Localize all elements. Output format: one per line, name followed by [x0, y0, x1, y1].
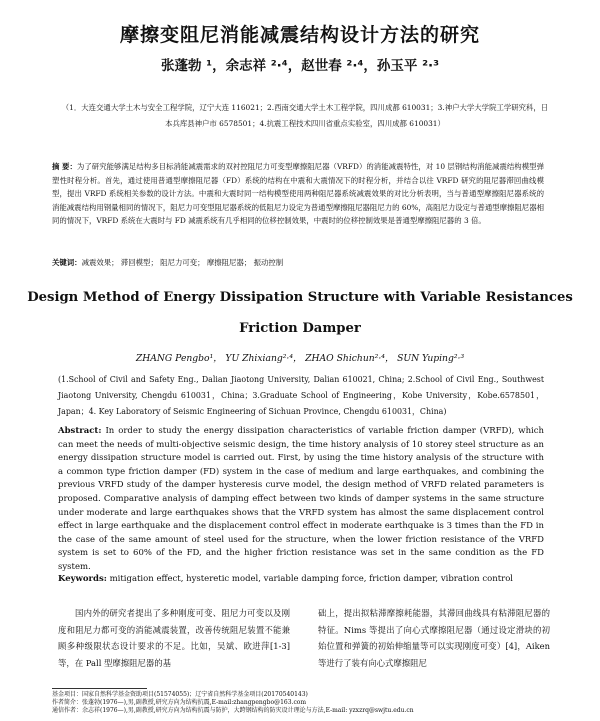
- cn-keywords: [52, 256, 544, 269]
- footnotes: [52, 691, 552, 715]
- en-authors: ZHANG Pengbo¹， YU Zhixiang²·⁴， ZHAO Shichun²·⁴， SUN Yuping²·³: [135, 353, 465, 364]
- en-title-line2: Friction Damper: [239, 321, 361, 336]
- en-keywords-label: Keywords:: [58, 574, 107, 584]
- footnote-corresponding: 通信作者：余志祥(1976—),男,副教授,研究方向为结构抗震与防护，大跨钢结构的防灾设计理论与方法,E-mail: yzxzrq@swjtu.edu.cn: [52, 707, 414, 714]
- cn-abstract: [52, 160, 544, 228]
- body-right-column: 础上，提出拟粘滞摩擦耗能器，其滞回曲线具有粘滞阻尼器的特征。Nims 等提出了向心式摩擦阻尼器（通过设定滑块的初始位置和弹簧的初始伸缩量等可以实现刚度可变）[4]，Aiken 等进行了装有向心式摩擦阻尼: [318, 608, 550, 668]
- cn-authors: 张蓬勃 ¹，余志祥 ²·⁴，赵世春 ²·⁴，孙玉平 ²·³: [160, 58, 440, 74]
- footnote-author-bio: 作者简介：张蓬勃(1976—),男,副教授,研究方向为结构抗震,E-mail:zhangpengbo@163.com: [52, 699, 307, 706]
- cn-keywords-label: 关键词：: [52, 258, 82, 267]
- en-abstract-label: Abstract:: [58, 426, 102, 436]
- cn-abstract-label: 摘 要：: [52, 162, 77, 171]
- cn-title: 摩擦变阻尼消能减震结构设计方法的研究: [119, 24, 480, 46]
- en-affiliations: (1.School of Civil and Safety Eng., Dalian Jiaotong University, Dalian 610021, China; 2.School of Civil Eng., Southwest Jiaotong University, Chengdu 610031，China；3.Graduate School of Engineering，Kobe University，Kobe.6578501，Japan；4. Key Laboratory of Seismic Engineering of Sichuan Province, Chengdu 610031，China): [58, 375, 544, 416]
- body-left-column: 国内外的研究者提出了多种刚度可变、阻尼力可变以及刚度和阻尼力都可变的消能减震装置，改善传统阻尼装置不能兼顾多种级限状态设计要求的不足。比如，吴斌、欧进萍[1-3]等，在 Pall 型摩擦阻尼器的基: [58, 608, 290, 668]
- footnote-funding: 基金项目：国家自然科学基金资助项目(51574055)；辽宁省自然科学基金项目(20170540143): [52, 691, 308, 698]
- en-abstract: [58, 425, 544, 575]
- cn-keywords-text: 减震效果； 滞回模型； 阻尼力可变； 摩擦阻尼器； 振动控制: [81, 258, 284, 267]
- footnote-separator: [52, 688, 147, 689]
- cn-affiliations: （1．大连交通大学土木与安全工程学院，辽宁大连 116021；2.西南交通大学土木工程学院，四川成都 610031；3.神户大学大学院工学研究科，日本兵库县神户市 6578501；4.抗震工程技术四川省重点实验室，四川成都 610031）: [61, 103, 549, 128]
- en-abstract-text: In order to study the energy dissipation characteristics of variable friction damper (VRFD), which can meet the needs of multi-objective seismic design, the time history analysis of 10 storey steel structure as an energy dissipation structure model is carried out. First, by using the time history analysis of the structure with a common type friction damper (FD) system in the case of medium and large earthquakes, and combining the previous VRFD study of the damper hysteresis curve model, the design method of VRFD related parameters is proposed. Comparative analysis of damping effect between two kinds of damper systems in the same structure under moderate and large earthquakes shows that the VRFD system has almost the same displacement control effect in large earthquake and the displacement control effect in moderate earthquake is 3 times than the FD in the case of the same amount of steel used for the structure, when the lower friction resistance of the VRFD system is set to 60% of the FD, and the higher friction resistance was set in the same condition as the FD system.: [58, 426, 544, 572]
- en-keywords-text: mitigation effect, hysteretic model, variable damping force, friction damper, vibration control: [109, 574, 514, 584]
- en-keywords: [58, 573, 544, 586]
- en-title-line1: Design Method of Energy Dissipation Structure with Variable Resistances: [27, 290, 573, 305]
- cn-abstract-text: 为了研究能够满足结构多目标消能减震需求的双衬控阻尼力可变型摩擦阻尼器（VRFD）的消能减震特性，对 10 层钢结构消能减震结构模型弹塑性时程分析。首先，通过使用普通型摩擦阻尼器（FD）系统的结构在中震和大震情况下的时程分析，并结合以往 VRFD 研究的阻尼器滞回曲线模型，提出 VRFD 系统相关参数的设计方法。中震和大震时同一结构模型使用两种阻尼器系统减震效果的对比分析表明，当与普通型摩擦阻尼器系统的消能减震结构用钢量相同的情况下，阻尼力可变型阻尼器系统的低阻尼力设定为普通型摩擦阻尼器阻尼力的 60%，高阻尼力设定与普通型摩擦阻尼器相同的情况下，VRFD 系统在大震时与 FD 减震系统有几乎相同的位移控制效果，中震时的位移控制效果是普通型摩擦阻尼器的 3 倍。: [52, 162, 544, 226]
